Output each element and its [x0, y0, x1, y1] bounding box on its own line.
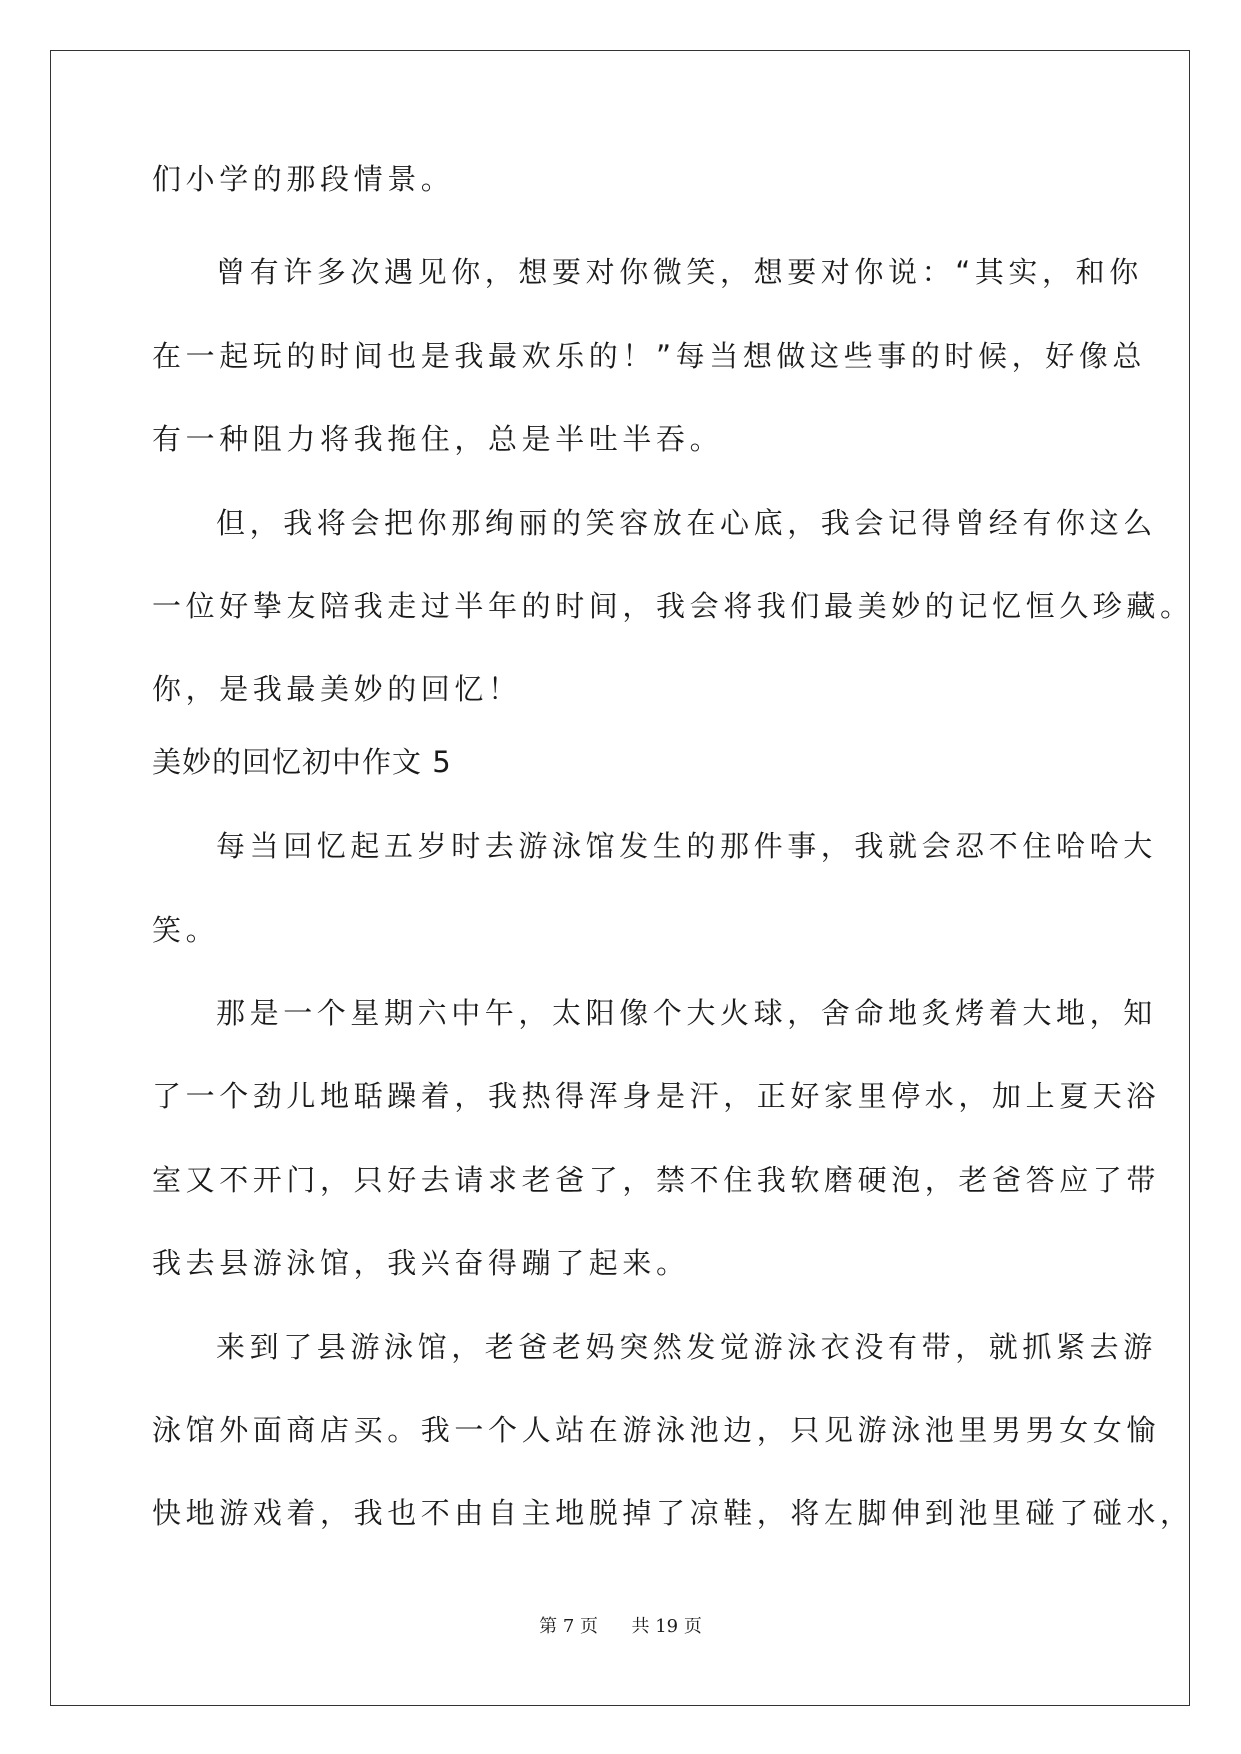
text-line: 但，我将会把你那绚丽的笑容放在心底，我会记得曾经有你这么 — [216, 506, 1157, 540]
page-number: 第 7 页 — [539, 1616, 599, 1637]
text-line: 每当回忆起五岁时去游泳馆发生的那件事，我就会忍不住哈哈大 — [216, 829, 1157, 863]
page-border — [50, 50, 1194, 1706]
text-line: 一位好挚友陪我走过半年的时间，我会将我们最美妙的记忆恒久珍藏。 — [152, 589, 1194, 623]
text-line: 你，是我最美妙的回忆！ — [152, 672, 522, 706]
text-line: 在一起玩的时间也是我最欢乐的！”每当想做这些事的时候，好像总 — [152, 339, 1147, 373]
total-pages: 共 19 页 — [631, 1616, 702, 1637]
text-line: 来到了县游泳馆，老爸老妈突然发觉游泳衣没有带，就抓紧去游 — [216, 1330, 1157, 1364]
text-line: 笑。 — [152, 913, 220, 947]
text-line: 了一个劲儿地聒躁着，我热得浑身是汗，正好家里停水，加上夏天浴 — [152, 1079, 1161, 1113]
page-footer — [0, 1615, 1241, 1639]
section-heading: 美妙的回忆初中作文 5 — [152, 745, 452, 779]
text-line: 那是一个星期六中午，太阳像个大火球，舍命地炙烤着大地，知 — [216, 996, 1157, 1030]
text-line: 有一种阻力将我拖住，总是半吐半吞。 — [152, 422, 724, 456]
text-line: 我去县游泳馆，我兴奋得蹦了起来。 — [152, 1246, 690, 1280]
text-line: 曾有许多次遇见你，想要对你微笑，想要对你说：“其实，和你 — [216, 255, 1143, 289]
text-line: 泳馆外面商店买。我一个人站在游泳池边，只见游泳池里男男女女愉 — [152, 1413, 1161, 1447]
text-line: 快地游戏着，我也不由自主地脱掉了凉鞋，将左脚伸到池里碰了碰水， — [152, 1496, 1194, 1530]
text-line: 们小学的那段情景。 — [152, 162, 455, 196]
text-line: 室又不开门，只好去请求老爸了，禁不住我软磨硬泡，老爸答应了带 — [152, 1163, 1161, 1197]
